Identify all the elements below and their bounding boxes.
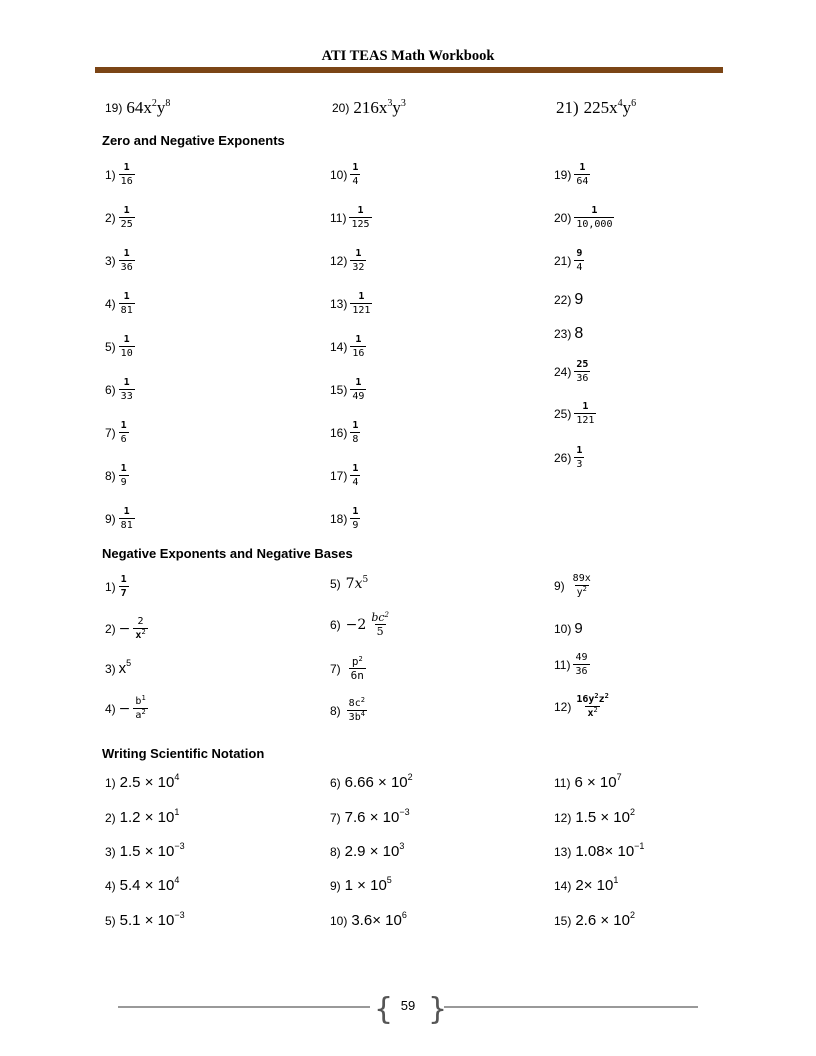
fraction: $\frac{p^2}{6n}$ bbox=[350, 655, 364, 682]
item-number: 21) bbox=[556, 98, 579, 117]
item-number: 2) bbox=[105, 622, 116, 636]
answer-item bbox=[554, 652, 590, 678]
denominator: 36 bbox=[120, 262, 133, 273]
numerator: 1 bbox=[123, 506, 130, 517]
denominator: 25 bbox=[120, 219, 133, 230]
sign: − bbox=[118, 701, 131, 717]
item-number: 14) bbox=[330, 340, 348, 354]
answer-item bbox=[330, 656, 366, 682]
item-value: $225x^4y^6$ bbox=[583, 98, 637, 117]
denominator: 9 bbox=[120, 477, 127, 488]
answer-item bbox=[105, 660, 131, 677]
item-value: $216x^3y^3$ bbox=[353, 98, 406, 117]
numerator: 9 bbox=[576, 248, 583, 259]
answer-item bbox=[330, 612, 391, 638]
fraction: $\frac{b^1}{a^2}$ bbox=[135, 694, 146, 721]
answer-item bbox=[105, 912, 185, 929]
answer-item bbox=[332, 98, 406, 118]
fraction bbox=[349, 205, 371, 231]
answer-item bbox=[330, 291, 372, 317]
answer-item bbox=[105, 843, 185, 860]
answer-item bbox=[330, 877, 392, 894]
answer-item bbox=[105, 291, 135, 317]
item-number: 11) bbox=[330, 211, 347, 225]
answer-item bbox=[330, 576, 368, 592]
item-number: 2) bbox=[105, 211, 116, 225]
item-number: 10) bbox=[330, 913, 348, 928]
answer-item bbox=[105, 877, 179, 894]
denominator: 10 bbox=[120, 348, 133, 359]
scientific-value: $2.9 \times 10^3$ bbox=[344, 841, 405, 860]
item-value: $7x^5$ bbox=[345, 575, 369, 592]
item-number: 13) bbox=[330, 297, 348, 311]
item-value: 9 bbox=[574, 291, 584, 308]
denominator: 33 bbox=[120, 391, 133, 402]
item-number: 19) bbox=[105, 101, 123, 115]
numerator: 1 bbox=[352, 506, 359, 517]
item-number: 23) bbox=[554, 327, 572, 341]
fraction: $\frac{8c^2}{3b^4}$ bbox=[348, 696, 365, 723]
denominator: 81 bbox=[120, 305, 133, 316]
item-number: 19) bbox=[554, 168, 572, 182]
item-number: 8) bbox=[330, 844, 341, 859]
answer-item bbox=[554, 912, 635, 929]
fraction bbox=[350, 420, 360, 446]
answer-item bbox=[554, 205, 614, 231]
denominator: 10,000 bbox=[576, 219, 613, 230]
fraction bbox=[119, 506, 135, 532]
numerator: 1 bbox=[352, 420, 359, 431]
fraction: $\frac{89x}{y^2}$ bbox=[572, 573, 591, 598]
item-number: 7) bbox=[330, 810, 341, 825]
numerator: 1 bbox=[357, 205, 364, 216]
denominator: 16 bbox=[120, 176, 133, 187]
numerator: 1 bbox=[355, 334, 362, 345]
answer-item bbox=[556, 98, 636, 118]
numerator: 1 bbox=[120, 420, 127, 431]
item-number: 15) bbox=[330, 383, 348, 397]
answer-item bbox=[105, 506, 135, 532]
item-number: 1) bbox=[105, 775, 116, 790]
answer-item bbox=[554, 809, 635, 826]
item-number: 9) bbox=[554, 579, 565, 593]
numerator: 1 bbox=[576, 445, 583, 456]
numerator: 1 bbox=[355, 248, 362, 259]
answer-item bbox=[105, 162, 135, 188]
item-number: 20) bbox=[332, 101, 350, 115]
item-number: 14) bbox=[554, 878, 572, 893]
numerator: 1 bbox=[579, 162, 586, 173]
item-number: 6) bbox=[330, 618, 341, 632]
denominator: 49 bbox=[352, 391, 365, 402]
section-heading: Zero and Negative Exponents bbox=[102, 133, 285, 148]
answer-item bbox=[105, 98, 170, 118]
item-number: 7) bbox=[330, 662, 341, 676]
scientific-value: $2.6 \times 10^2$ bbox=[575, 910, 635, 929]
fraction bbox=[574, 401, 596, 427]
scientific-value: $1.2 \times 10^1$ bbox=[119, 807, 180, 826]
item-number: 12) bbox=[554, 700, 572, 714]
answer-item bbox=[554, 401, 596, 427]
answer-item bbox=[554, 445, 584, 471]
fraction bbox=[574, 359, 590, 385]
denominator: 4 bbox=[352, 477, 359, 488]
item-number: 3) bbox=[105, 661, 116, 676]
answer-item bbox=[105, 616, 148, 642]
fraction bbox=[119, 463, 129, 489]
coefficient: −2 bbox=[345, 617, 367, 633]
answer-item bbox=[330, 809, 410, 826]
item-number: 12) bbox=[554, 810, 572, 825]
answer-item bbox=[330, 843, 404, 860]
scientific-value: $1 \times 10^5$ bbox=[344, 875, 392, 894]
answer-item bbox=[330, 334, 366, 360]
answer-item bbox=[105, 463, 129, 489]
numerator: 1 bbox=[355, 377, 362, 388]
answer-item bbox=[554, 291, 583, 309]
item-number: 8) bbox=[105, 469, 116, 483]
answer-item bbox=[554, 774, 622, 791]
answer-item bbox=[554, 694, 611, 720]
fraction bbox=[119, 248, 135, 274]
numerator: 1 bbox=[123, 291, 130, 302]
scientific-value: $6 \times 10^7$ bbox=[574, 772, 622, 791]
fraction bbox=[350, 463, 360, 489]
section-heading: Negative Exponents and Negative Bases bbox=[102, 546, 353, 561]
item-value: 8 bbox=[574, 325, 584, 342]
denominator: 4 bbox=[576, 262, 583, 273]
answer-item bbox=[330, 420, 360, 446]
denominator: 81 bbox=[120, 520, 133, 531]
numerator: 1 bbox=[352, 463, 359, 474]
item-number: 3) bbox=[105, 254, 116, 268]
answer-item bbox=[105, 205, 135, 231]
answer-item bbox=[330, 912, 407, 929]
scientific-value: $5.1 \times 10^{-3}$ bbox=[119, 910, 185, 929]
answer-item bbox=[105, 377, 135, 403]
fraction bbox=[574, 445, 584, 471]
numerator: 1 bbox=[123, 248, 130, 259]
scientific-value: $5.4 \times 10^4$ bbox=[119, 875, 180, 894]
item-number: 8) bbox=[330, 704, 341, 718]
item-number: 20) bbox=[554, 211, 572, 225]
item-number: 9) bbox=[105, 512, 116, 526]
answer-item bbox=[330, 774, 413, 791]
item-number: 6) bbox=[330, 775, 341, 790]
item-value: $x^5$ bbox=[118, 658, 132, 677]
scientific-value: $3.6\times 10^6$ bbox=[351, 910, 407, 929]
answer-item bbox=[330, 463, 360, 489]
answer-item bbox=[105, 809, 179, 826]
item-number: 18) bbox=[330, 512, 348, 526]
item-number: 21) bbox=[554, 254, 572, 268]
numerator: 1 bbox=[123, 334, 130, 345]
answer-item bbox=[105, 774, 179, 791]
page-number: 59 bbox=[400, 998, 416, 1013]
right-bracket-icon: } bbox=[428, 992, 448, 1027]
scientific-value: $1.5 \times 10^{-3}$ bbox=[119, 841, 185, 860]
fraction bbox=[350, 291, 372, 317]
left-bracket-icon: { bbox=[374, 992, 394, 1027]
fraction bbox=[119, 420, 129, 446]
answer-item bbox=[330, 162, 360, 188]
answer-item bbox=[330, 248, 366, 274]
numerator: 1 bbox=[123, 205, 130, 216]
scientific-value: $1.08\times 10^{-1}$ bbox=[575, 841, 645, 860]
item-number: 13) bbox=[554, 844, 572, 859]
numerator: 1 bbox=[582, 401, 589, 412]
item-number: 4) bbox=[105, 297, 116, 311]
item-number: 3) bbox=[105, 844, 116, 859]
answer-item bbox=[105, 334, 135, 360]
fraction bbox=[574, 205, 614, 231]
fraction bbox=[119, 162, 135, 188]
answer-item bbox=[554, 877, 618, 894]
header-title: ATI TEAS Math Workbook bbox=[321, 48, 495, 64]
item-number: 2) bbox=[105, 810, 116, 825]
answer-item bbox=[554, 620, 583, 637]
fraction bbox=[119, 205, 135, 231]
scientific-value: $2.5 \times 10^4$ bbox=[119, 772, 180, 791]
denominator: 32 bbox=[352, 262, 365, 273]
fraction bbox=[350, 334, 366, 360]
item-number: 7) bbox=[105, 426, 116, 440]
answer-item bbox=[105, 696, 148, 722]
section-heading: Writing Scientific Notation bbox=[102, 746, 265, 761]
scientific-value: $6.66 \times 10^2$ bbox=[344, 772, 413, 791]
item-number: 15) bbox=[554, 913, 572, 928]
fraction: $\frac{49}{36}$ bbox=[575, 652, 588, 677]
answer-item bbox=[554, 325, 583, 343]
item-number: 10) bbox=[554, 621, 572, 636]
denominator: 121 bbox=[352, 305, 371, 316]
item-number: 26) bbox=[554, 451, 572, 465]
fraction bbox=[350, 248, 366, 274]
answer-item bbox=[330, 205, 372, 231]
header-rule bbox=[95, 67, 723, 73]
sign: − bbox=[118, 621, 131, 637]
numerator: 1 bbox=[123, 162, 130, 173]
denominator: 36 bbox=[576, 373, 589, 384]
answer-item bbox=[105, 248, 135, 274]
fraction bbox=[350, 162, 360, 188]
answer-item bbox=[554, 359, 590, 385]
denominator: 6 bbox=[120, 434, 127, 445]
item-number: 9) bbox=[330, 878, 341, 893]
item-number: 11) bbox=[554, 775, 571, 790]
fraction: $\frac{bc^2}{5}$ bbox=[371, 611, 389, 638]
answer-item bbox=[554, 843, 644, 860]
denominator: 4 bbox=[352, 176, 359, 187]
item-number: 5) bbox=[330, 577, 341, 591]
fraction bbox=[119, 291, 135, 317]
item-number: 1) bbox=[105, 580, 116, 594]
scientific-value: $2\times 10^1$ bbox=[575, 875, 619, 894]
fraction bbox=[574, 162, 590, 188]
item-number: 6) bbox=[105, 383, 116, 397]
answer-item bbox=[330, 506, 360, 532]
answer-item bbox=[554, 248, 584, 274]
item-value: 9 bbox=[574, 620, 583, 637]
item-number: 12) bbox=[330, 254, 348, 268]
scientific-value: $7.6 \times 10^{-3}$ bbox=[344, 807, 410, 826]
numerator: 1 bbox=[352, 162, 359, 173]
fraction: $\frac{1}{7}$ bbox=[120, 574, 127, 599]
numerator: 25 bbox=[576, 359, 589, 370]
item-number: 11) bbox=[554, 658, 571, 672]
denominator: 9 bbox=[352, 520, 359, 531]
fraction bbox=[119, 377, 135, 403]
answer-item bbox=[554, 162, 590, 188]
numerator: 1 bbox=[358, 291, 365, 302]
denominator: 64 bbox=[576, 176, 589, 187]
item-number: 5) bbox=[105, 913, 116, 928]
item-number: 4) bbox=[105, 702, 116, 716]
denominator: 8 bbox=[352, 434, 359, 445]
item-value: $64x^2y^8$ bbox=[126, 98, 171, 117]
answer-item bbox=[105, 574, 129, 600]
fraction bbox=[574, 248, 584, 274]
item-number: 10) bbox=[330, 168, 348, 182]
fraction bbox=[119, 334, 135, 360]
item-number: 5) bbox=[105, 340, 116, 354]
denominator: 3 bbox=[576, 459, 583, 470]
item-number: 4) bbox=[105, 878, 116, 893]
fraction bbox=[350, 377, 366, 403]
numerator: 1 bbox=[120, 463, 127, 474]
scientific-value: $1.5 \times 10^2$ bbox=[575, 807, 635, 826]
answer-item bbox=[330, 698, 367, 724]
item-number: 24) bbox=[554, 365, 572, 379]
item-number: 1) bbox=[105, 168, 116, 182]
item-number: 25) bbox=[554, 407, 572, 421]
numerator: 1 bbox=[591, 205, 598, 216]
fraction: $\frac{2}{x^2}$ bbox=[135, 616, 146, 641]
answer-item bbox=[554, 573, 593, 599]
denominator: 16 bbox=[352, 348, 365, 359]
item-number: 17) bbox=[330, 469, 348, 483]
answer-item bbox=[330, 377, 366, 403]
item-number: 22) bbox=[554, 293, 572, 307]
fraction bbox=[350, 506, 360, 532]
denominator: 125 bbox=[351, 219, 370, 230]
numerator: 1 bbox=[123, 377, 130, 388]
item-number: 16) bbox=[330, 426, 348, 440]
fraction: $\frac{16y^2z^2}{x^2}$ bbox=[576, 692, 609, 719]
denominator: 121 bbox=[576, 415, 595, 426]
answer-item bbox=[105, 420, 129, 446]
